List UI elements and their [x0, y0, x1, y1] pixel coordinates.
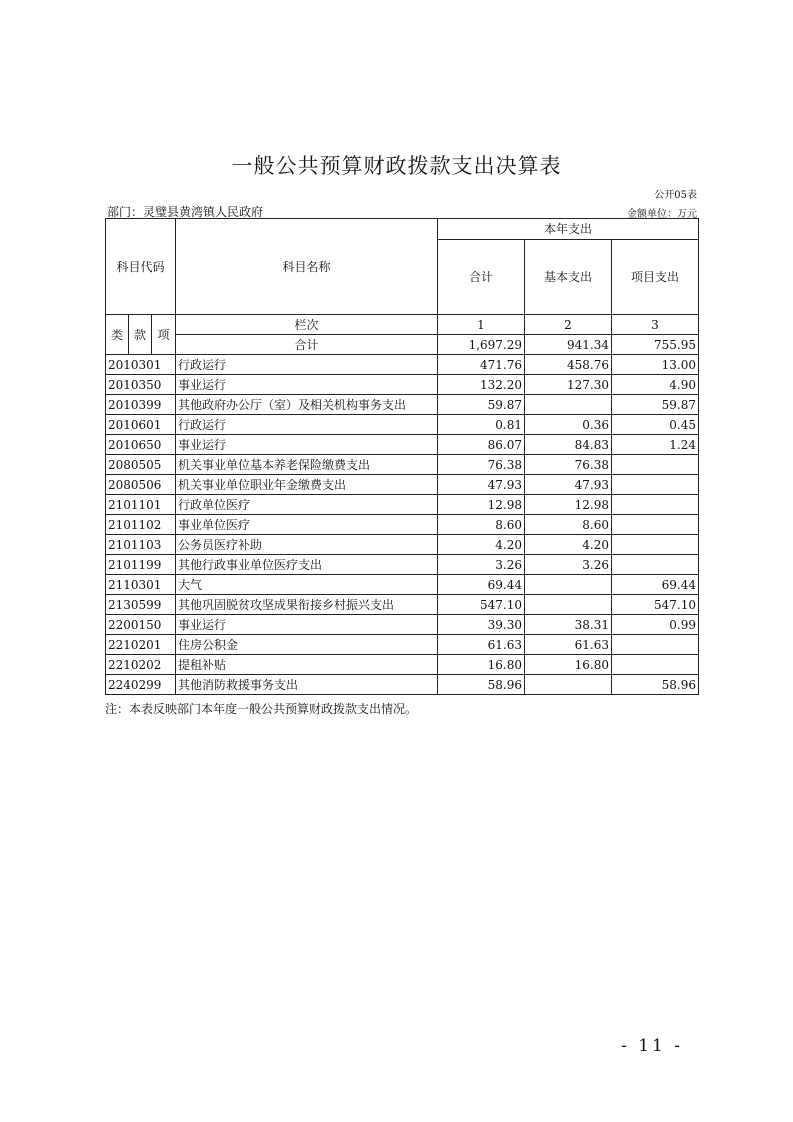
page-number: - 11 - — [621, 1036, 683, 1056]
row-basic: 0.36 — [525, 415, 612, 435]
row-total: 132.20 — [438, 375, 525, 395]
table-row — [106, 635, 699, 655]
row-code: 2010301 — [106, 355, 176, 375]
table-row — [106, 475, 699, 495]
row-basic: 47.93 — [525, 475, 612, 495]
row-name: 机关事业单位基本养老保险缴费支出 — [176, 455, 438, 475]
row-code: 2101103 — [106, 535, 176, 555]
table-row — [106, 455, 699, 475]
row-total: 58.96 — [438, 675, 525, 695]
header-col1: 1 — [438, 315, 525, 335]
table-row — [106, 655, 699, 675]
row-name: 住房公积金 — [176, 635, 438, 655]
row-code: 2101102 — [106, 515, 176, 535]
row-basic: 3.26 — [525, 555, 612, 575]
row-code: 2010650 — [106, 435, 176, 455]
sum-label: 合计 — [176, 335, 438, 355]
row-project: 13.00 — [612, 355, 699, 375]
row-total: 61.63 — [438, 635, 525, 655]
table-row — [106, 355, 699, 375]
row-total: 0.81 — [438, 415, 525, 435]
header-total: 合计 — [438, 240, 525, 315]
table-row — [106, 575, 699, 595]
row-name: 其他消防救援事务支出 — [176, 675, 438, 695]
row-code: 2010399 — [106, 395, 176, 415]
table-row — [106, 395, 699, 415]
row-project — [612, 455, 699, 475]
unit-label: 金额单位：万元 — [627, 209, 697, 220]
department-label: 部门：灵璧县黄湾镇人民政府 — [107, 205, 264, 219]
row-total: 3.26 — [438, 555, 525, 575]
row-name: 公务员医疗补助 — [176, 535, 438, 555]
row-name: 事业运行 — [176, 435, 438, 455]
row-name: 事业运行 — [176, 375, 438, 395]
table-row — [106, 435, 699, 455]
table-row — [106, 515, 699, 535]
row-project — [612, 535, 699, 555]
row-basic: 458.76 — [525, 355, 612, 375]
header-project: 项目支出 — [612, 240, 699, 315]
row-project: 4.90 — [612, 375, 699, 395]
row-total: 86.07 — [438, 435, 525, 455]
header-kuan: 款 — [129, 315, 152, 355]
row-code: 2240299 — [106, 675, 176, 695]
row-code: 2200150 — [106, 615, 176, 635]
row-total: 76.38 — [438, 455, 525, 475]
table-row — [106, 495, 699, 515]
header-xiang: 项 — [152, 315, 176, 355]
row-project: 0.45 — [612, 415, 699, 435]
footnote: 注：本表反映部门本年度一般公共预算财政拨款支出情况。 — [105, 702, 418, 716]
budget-table — [105, 218, 699, 695]
header-basic: 基本支出 — [525, 240, 612, 315]
row-code: 2080506 — [106, 475, 176, 495]
row-code: 2210201 — [106, 635, 176, 655]
row-name: 其他巩固脱贫攻坚成果衔接乡村振兴支出 — [176, 595, 438, 615]
header-lei: 类 — [106, 315, 129, 355]
row-total: 4.20 — [438, 535, 525, 555]
row-project: 0.99 — [612, 615, 699, 635]
row-total: 47.93 — [438, 475, 525, 495]
row-project: 547.10 — [612, 595, 699, 615]
row-code: 2101199 — [106, 555, 176, 575]
row-name: 机关事业单位职业年金缴费支出 — [176, 475, 438, 495]
row-name: 行政单位医疗 — [176, 495, 438, 515]
table-row — [106, 535, 699, 555]
row-code: 2080505 — [106, 455, 176, 475]
header-col2: 2 — [525, 315, 612, 335]
row-basic: 16.80 — [525, 655, 612, 675]
header-name: 科目名称 — [176, 219, 438, 315]
row-basic: 8.60 — [525, 515, 612, 535]
row-total: 471.76 — [438, 355, 525, 375]
table-row — [106, 615, 699, 635]
row-project: 1.24 — [612, 435, 699, 455]
row-name: 提租补贴 — [176, 655, 438, 675]
row-name: 其他政府办公厅（室）及相关机构事务支出 — [176, 395, 438, 415]
row-basic: 4.20 — [525, 535, 612, 555]
row-project — [612, 655, 699, 675]
row-project — [612, 635, 699, 655]
row-project: 69.44 — [612, 575, 699, 595]
sum-basic: 941.34 — [525, 335, 612, 355]
row-total: 547.10 — [438, 595, 525, 615]
row-basic: 127.30 — [525, 375, 612, 395]
sum-total: 1,697.29 — [438, 335, 525, 355]
row-code: 2110301 — [106, 575, 176, 595]
row-project: 58.96 — [612, 675, 699, 695]
row-code: 2130599 — [106, 595, 176, 615]
row-basic: 76.38 — [525, 455, 612, 475]
row-basic: 12.98 — [525, 495, 612, 515]
table-row — [106, 415, 699, 435]
table-row — [106, 555, 699, 575]
row-name: 行政运行 — [176, 355, 438, 375]
row-total: 12.98 — [438, 495, 525, 515]
row-total: 59.87 — [438, 395, 525, 415]
row-project — [612, 475, 699, 495]
row-total: 69.44 — [438, 575, 525, 595]
row-code: 2101101 — [106, 495, 176, 515]
row-total: 39.30 — [438, 615, 525, 635]
row-code: 2010350 — [106, 375, 176, 395]
row-basic — [525, 395, 612, 415]
row-total: 16.80 — [438, 655, 525, 675]
sum-project: 755.95 — [612, 335, 699, 355]
row-name: 事业运行 — [176, 615, 438, 635]
table-row — [106, 675, 699, 695]
row-project: 59.87 — [612, 395, 699, 415]
row-total: 8.60 — [438, 515, 525, 535]
header-column-no: 栏次 — [176, 315, 438, 335]
row-name: 事业单位医疗 — [176, 515, 438, 535]
table-number: 公开05表 — [654, 190, 697, 201]
row-project — [612, 495, 699, 515]
row-basic — [525, 595, 612, 615]
row-code: 2210202 — [106, 655, 176, 675]
row-name: 其他行政事业单位医疗支出 — [176, 555, 438, 575]
header-code: 科目代码 — [106, 219, 176, 315]
table-row — [106, 375, 699, 395]
header-col3: 3 — [612, 315, 699, 335]
row-name: 行政运行 — [176, 415, 438, 435]
row-project — [612, 555, 699, 575]
table-row — [106, 595, 699, 615]
row-basic: 84.83 — [525, 435, 612, 455]
row-code: 2010601 — [106, 415, 176, 435]
row-project — [612, 515, 699, 535]
row-basic: 61.63 — [525, 635, 612, 655]
row-name: 大气 — [176, 575, 438, 595]
row-basic — [525, 675, 612, 695]
row-basic: 38.31 — [525, 615, 612, 635]
header-current-year: 本年支出 — [438, 219, 699, 240]
row-basic — [525, 575, 612, 595]
page-title: 一般公共预算财政拨款支出决算表 — [231, 154, 562, 178]
